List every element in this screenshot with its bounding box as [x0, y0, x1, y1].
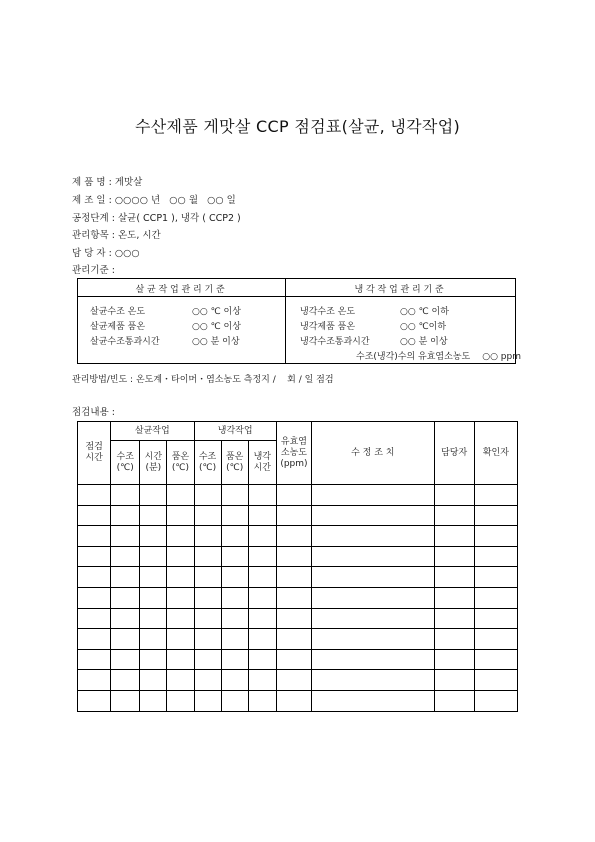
table-cell[interactable] [276, 567, 311, 588]
table-cell[interactable] [78, 649, 111, 670]
table-cell[interactable] [194, 649, 221, 670]
table-cell[interactable] [78, 587, 111, 608]
table-row [78, 649, 518, 670]
table-cell[interactable] [221, 567, 248, 588]
table-cell[interactable] [248, 690, 276, 711]
table-cell[interactable] [434, 526, 474, 547]
table-cell[interactable] [434, 670, 474, 691]
table-cell[interactable] [276, 608, 311, 629]
table-row [78, 567, 518, 588]
manager-line [72, 245, 140, 259]
table-cell[interactable] [312, 629, 435, 650]
table-cell[interactable] [434, 505, 474, 526]
standard-name: 살균수조통과시간 [90, 337, 160, 347]
production-date-line [72, 192, 236, 206]
table-cell[interactable] [312, 526, 435, 547]
sterilization-standard-item [90, 334, 240, 347]
table-cell[interactable] [221, 690, 248, 711]
table-cell[interactable] [111, 485, 140, 506]
table-cell[interactable] [140, 690, 167, 711]
control-standard-line [72, 262, 115, 276]
ster-time-header: 시간 (분) [140, 441, 167, 485]
corrective-action-header: 수 정 조 치 [312, 422, 435, 485]
table-cell[interactable] [167, 567, 194, 588]
table-cell[interactable] [312, 485, 435, 506]
table-row [78, 587, 518, 608]
table-cell[interactable] [78, 485, 111, 506]
table-cell[interactable] [111, 505, 140, 526]
table-cell[interactable] [221, 629, 248, 650]
standard-value: ○○ 분 이상 [192, 337, 240, 347]
table-cell[interactable] [221, 587, 248, 608]
table-cell[interactable] [167, 526, 194, 547]
cooling-standard-header: 냉각작업관리기준 [354, 285, 447, 295]
table-cell[interactable] [167, 649, 194, 670]
table-cell[interactable] [167, 587, 194, 608]
table-cell[interactable] [474, 546, 517, 567]
table-cell[interactable] [111, 526, 140, 547]
info-label: 제 품 명 : [72, 177, 112, 188]
table-cell[interactable] [248, 485, 276, 506]
table-cell[interactable] [140, 608, 167, 629]
table-cell[interactable] [111, 629, 140, 650]
standard-value: ○○ 분 이상 [400, 337, 448, 347]
info-value: ○○○○ 년 ○○ 월 ○○ 일 [114, 195, 236, 206]
table-cell[interactable] [221, 485, 248, 506]
info-value: 게맛살 [114, 177, 143, 188]
table-cell[interactable] [111, 587, 140, 608]
cool-tank-temp-header: 수조 (℃) [194, 441, 221, 485]
info-value: 살균( CCP1 ), 냉각 ( CCP2 ) [117, 213, 241, 224]
table-cell[interactable] [140, 629, 167, 650]
info-label: 공정단계 : [72, 213, 115, 224]
table-cell[interactable] [167, 608, 194, 629]
table-row [78, 690, 518, 711]
table-cell[interactable] [474, 526, 517, 547]
control-method-line: 관리방법/빈도 : 온도계・타이머・염소농도 측정지 / 회 / 일 점검 [72, 375, 334, 385]
info-label: 제 조 일 : [72, 195, 112, 206]
cooling-group-header: 냉각작업 [194, 422, 276, 441]
table-cell[interactable] [78, 546, 111, 567]
table-cell[interactable] [434, 546, 474, 567]
table-cell[interactable] [78, 608, 111, 629]
table-cell[interactable] [248, 670, 276, 691]
cooling-standard-item [300, 334, 448, 347]
table-cell[interactable] [276, 587, 311, 608]
table-cell[interactable] [248, 526, 276, 547]
table-cell[interactable] [194, 587, 221, 608]
standard-value: ○○ ℃ 이상 [192, 322, 241, 332]
table-cell[interactable] [194, 485, 221, 506]
table-cell[interactable] [434, 690, 474, 711]
info-label: 관리항목 : [72, 230, 115, 241]
table-cell[interactable] [194, 690, 221, 711]
standard-value: ○○ ℃ 이하 [400, 307, 449, 317]
table-cell[interactable] [248, 505, 276, 526]
table-cell[interactable] [167, 670, 194, 691]
table-cell[interactable] [276, 526, 311, 547]
standard-value: ○○ ℃ 이상 [192, 307, 241, 317]
table-cell[interactable] [140, 649, 167, 670]
table-cell[interactable] [221, 608, 248, 629]
standard-name: 수조(냉각)수의 유효염소농도 [356, 352, 471, 362]
manager-header: 담당자 [434, 422, 474, 485]
info-label: 담 당 자 : [72, 248, 112, 259]
table-cell[interactable] [434, 629, 474, 650]
table-cell[interactable] [434, 567, 474, 588]
table-cell[interactable] [140, 485, 167, 506]
table-cell[interactable] [312, 587, 435, 608]
table-row [78, 670, 518, 691]
table-cell[interactable] [194, 567, 221, 588]
table-cell[interactable] [167, 505, 194, 526]
table-row [78, 546, 518, 567]
table-cell[interactable] [111, 567, 140, 588]
table-cell[interactable] [167, 546, 194, 567]
table-cell[interactable] [78, 526, 111, 547]
confirmer-header: 확인자 [474, 422, 517, 485]
table-cell[interactable] [474, 608, 517, 629]
info-label: 관리기준 : [72, 265, 115, 276]
check-time-header: 점검 시간 [78, 422, 111, 485]
standard-name: 냉각수조 온도 [300, 307, 356, 317]
table-cell[interactable] [140, 546, 167, 567]
table-cell[interactable] [221, 526, 248, 547]
inspection-log-table [77, 421, 518, 712]
table-cell[interactable] [276, 670, 311, 691]
standard-name: 냉각제품 품온 [300, 322, 356, 332]
cooling-standard-item [356, 349, 521, 362]
table-cell[interactable] [474, 649, 517, 670]
cool-product-temp-header: 품온 (℃) [221, 441, 248, 485]
chlorine-header: 유효염 소농도 (ppm) [276, 422, 311, 485]
table-cell[interactable] [474, 567, 517, 588]
product-name-line [72, 174, 142, 188]
table-cell[interactable] [221, 649, 248, 670]
table-cell[interactable] [248, 629, 276, 650]
table-cell[interactable] [78, 629, 111, 650]
table-cell[interactable] [78, 505, 111, 526]
table-cell[interactable] [194, 670, 221, 691]
table-cell[interactable] [78, 567, 111, 588]
cooling-time-header: 냉각 시간 [248, 441, 276, 485]
table-cell[interactable] [434, 649, 474, 670]
process-step-line [72, 210, 241, 224]
sterilization-standard-item [90, 304, 241, 317]
table-cell[interactable] [140, 670, 167, 691]
standards-header-divider [78, 296, 515, 297]
table-cell[interactable] [434, 485, 474, 506]
table-cell[interactable] [194, 629, 221, 650]
table-cell[interactable] [248, 587, 276, 608]
table-row [78, 485, 518, 506]
table-cell[interactable] [248, 567, 276, 588]
cooling-standard-item [300, 304, 449, 317]
table-cell[interactable] [276, 629, 311, 650]
table-row [78, 505, 518, 526]
table-cell[interactable] [312, 567, 435, 588]
inspection-content-label: 점검내용 : [72, 407, 115, 418]
table-cell[interactable] [194, 505, 221, 526]
table-cell[interactable] [248, 546, 276, 567]
table-cell[interactable] [78, 690, 111, 711]
standard-value: ○○ ℃이하 [400, 322, 447, 332]
table-cell[interactable] [474, 690, 517, 711]
ster-product-temp-header: 품온 (℃) [167, 441, 194, 485]
table-cell[interactable] [474, 629, 517, 650]
table-cell[interactable] [167, 690, 194, 711]
table-cell[interactable] [276, 690, 311, 711]
table-cell[interactable] [312, 546, 435, 567]
table-row [78, 526, 518, 547]
table-cell[interactable] [312, 649, 435, 670]
standard-name: 살균수조 온도 [90, 307, 146, 317]
table-cell[interactable] [276, 485, 311, 506]
table-cell[interactable] [194, 526, 221, 547]
control-item-line [72, 227, 161, 241]
table-cell[interactable] [111, 608, 140, 629]
table-cell[interactable] [167, 485, 194, 506]
table-cell[interactable] [276, 649, 311, 670]
table-cell[interactable] [194, 608, 221, 629]
table-cell[interactable] [434, 587, 474, 608]
table-cell[interactable] [78, 670, 111, 691]
standard-name: 살균제품 품온 [90, 322, 146, 332]
sterilization-standard-header: 살균작업관리기준 [135, 285, 228, 295]
table-cell[interactable] [140, 526, 167, 547]
standard-value: ○○ ppm [482, 352, 521, 362]
table-cell[interactable] [312, 670, 435, 691]
standard-name: 냉각수조통과시간 [300, 337, 370, 347]
sterilization-standard-item [90, 319, 241, 332]
table-cell[interactable] [312, 690, 435, 711]
table-cell[interactable] [140, 567, 167, 588]
control-standards-box [77, 278, 521, 364]
info-value: 온도, 시간 [117, 230, 161, 241]
table-cell[interactable] [276, 505, 311, 526]
table-cell[interactable] [111, 649, 140, 670]
table-cell[interactable] [167, 629, 194, 650]
table-cell[interactable] [221, 670, 248, 691]
table-cell[interactable] [434, 608, 474, 629]
table-cell[interactable] [221, 546, 248, 567]
info-value: ○○○ [114, 248, 140, 259]
table-cell[interactable] [276, 546, 311, 567]
table-cell[interactable] [221, 505, 248, 526]
document-title: 수산제품 게맛살 CCP 점검표(살균, 냉각작업) [134, 117, 460, 136]
table-cell[interactable] [194, 546, 221, 567]
table-cell[interactable] [140, 505, 167, 526]
cooling-standard-item [300, 319, 446, 332]
table-cell[interactable] [111, 670, 140, 691]
table-cell[interactable] [474, 670, 517, 691]
table-row [78, 608, 518, 629]
table-cell[interactable] [111, 546, 140, 567]
table-cell[interactable] [140, 587, 167, 608]
table-cell[interactable] [312, 505, 435, 526]
table-cell[interactable] [312, 608, 435, 629]
table-cell[interactable] [248, 608, 276, 629]
table-cell[interactable] [474, 485, 517, 506]
table-cell[interactable] [474, 505, 517, 526]
table-cell[interactable] [111, 690, 140, 711]
ster-tank-temp-header: 수조 (℃) [111, 441, 140, 485]
table-row [78, 629, 518, 650]
sterilization-group-header: 살균작업 [111, 422, 194, 441]
table-cell[interactable] [248, 649, 276, 670]
table-cell[interactable] [474, 587, 517, 608]
